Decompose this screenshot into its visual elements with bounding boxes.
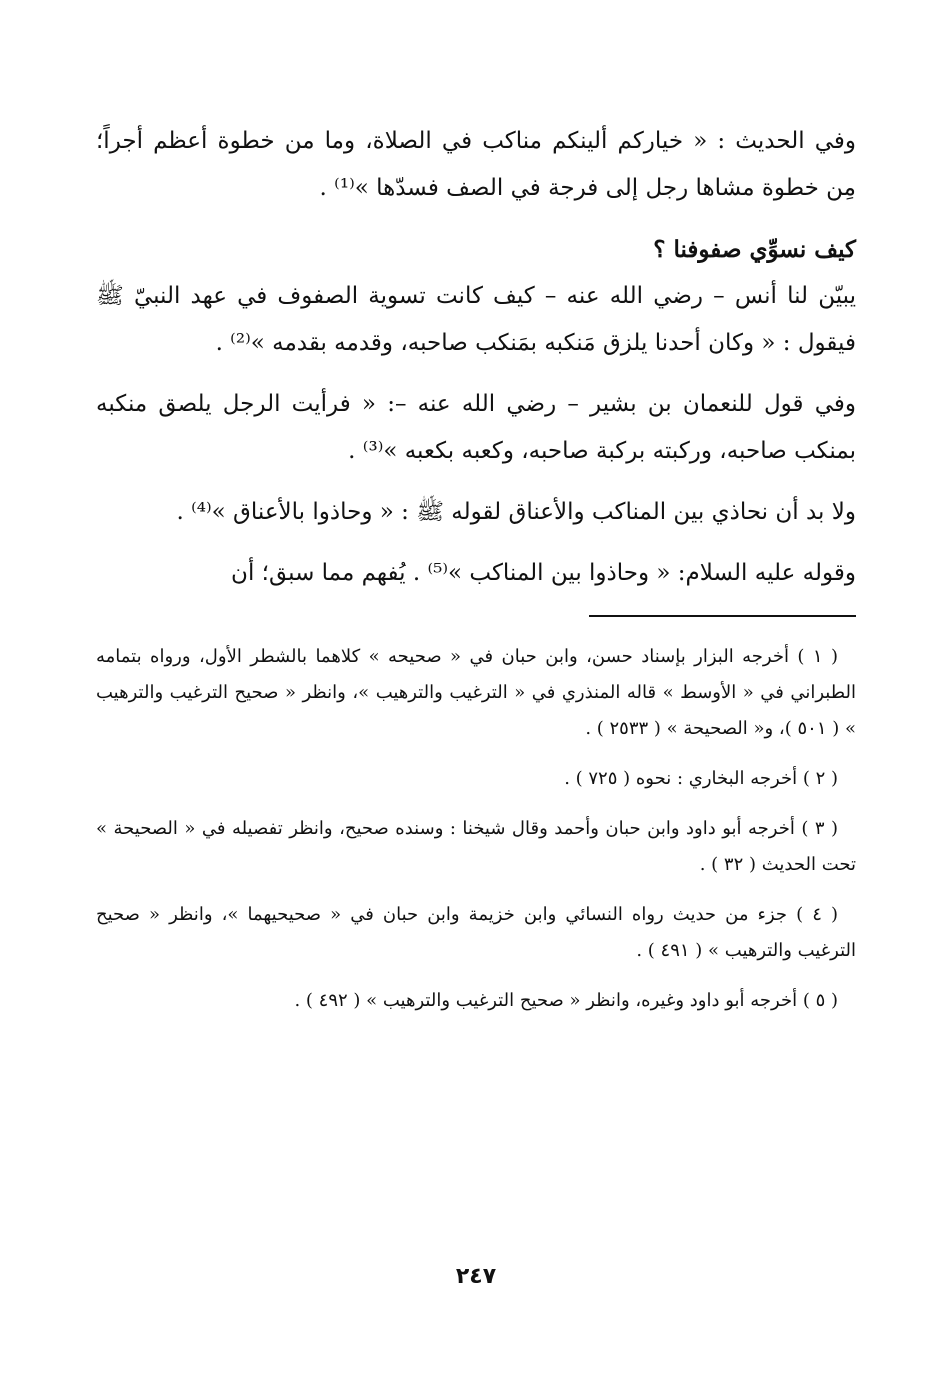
footnote-3: ( ٣ ) أخرجه أبو داود وابن حبان وأحمد وقال شيخنا : وسنده صحيح، وانظر تفصيله في « الصحيحة » تحت الحديث ( ٣٢ ) .: [96, 818, 856, 875]
footnote-divider: [589, 615, 856, 617]
footnote-4: ( ٤ ) جزء من حديث رواه النسائي وابن خزيمة وابن حبان في « صحيحيهما »، وانظر « صحيح الترغيب والترهيب » ( ٤٩١ ) .: [96, 904, 856, 961]
footnote-1: ( ١ ) أخرجه البزار بإسناد حسن، وابن حبان في « صحيحه » كلاهما بالشطر الأول، ورواه بتمامه الطبراني في « الأوسط » قاله المنذري في « الترغيب والترهيب »، وانظر « صحيح الترغيب والترهيب » ( ٥٠١ )، و« الصحيحة » ( ٢٥٣٣ ) .: [96, 646, 856, 739]
footnote-5: ( ٥ ) أخرجه أبو داود وغيره، وانظر « صحيح الترغيب والترهيب » ( ٤٩٢ ) .: [294, 990, 838, 1011]
main-text: [96, 118, 856, 597]
paragraph-hadith: وفي الحديث : « خياركم ألينكم مناكب في الصلاة، وما من خطوة أعظم أجراً؛ مِن خطوة مشاها رجل إلى فرجة في الصف فسدّها »⁽¹⁾ .: [96, 128, 856, 201]
paragraph-necks: ولا بد أن نحاذي بين المناكب والأعناق لقوله ﷺ : « وحاذوا بالأعناق »⁽⁴⁾ .: [176, 499, 856, 525]
paragraph-anas: يبيّن لنا أنس – رضي الله عنه – كيف كانت تسوية الصفوف في عهد النبيّ ﷺ فيقول : « وكان أحدنا يلزق مَنكبه بمَنكب صاحبه، وقدمه بقدمه »⁽²⁾ .: [96, 283, 856, 356]
paragraph-shoulders: وقوله عليه السلام: « وحاذوا بين المناكب »⁽⁵⁾ . يُفهم مما سبق؛ أن: [231, 560, 856, 586]
page-number: ٢٤٧: [455, 1264, 497, 1289]
paragraph-numan: وفي قول للنعمان بن بشير – رضي الله عنه –: « فرأيت الرجل يلصق منكبه بمنكب صاحبه، وركبته بركبة صاحبه، وكعبه بكعبه »⁽³⁾ .: [96, 391, 856, 464]
book-page: [96, 118, 856, 1341]
footnote-2: ( ٢ ) أخرجه البخاري : نحوه ( ٧٢٥ ) .: [564, 768, 838, 789]
footnotes: [96, 639, 856, 1019]
section-heading: كيف نسوِّي صفوفنا ؟: [653, 236, 856, 263]
